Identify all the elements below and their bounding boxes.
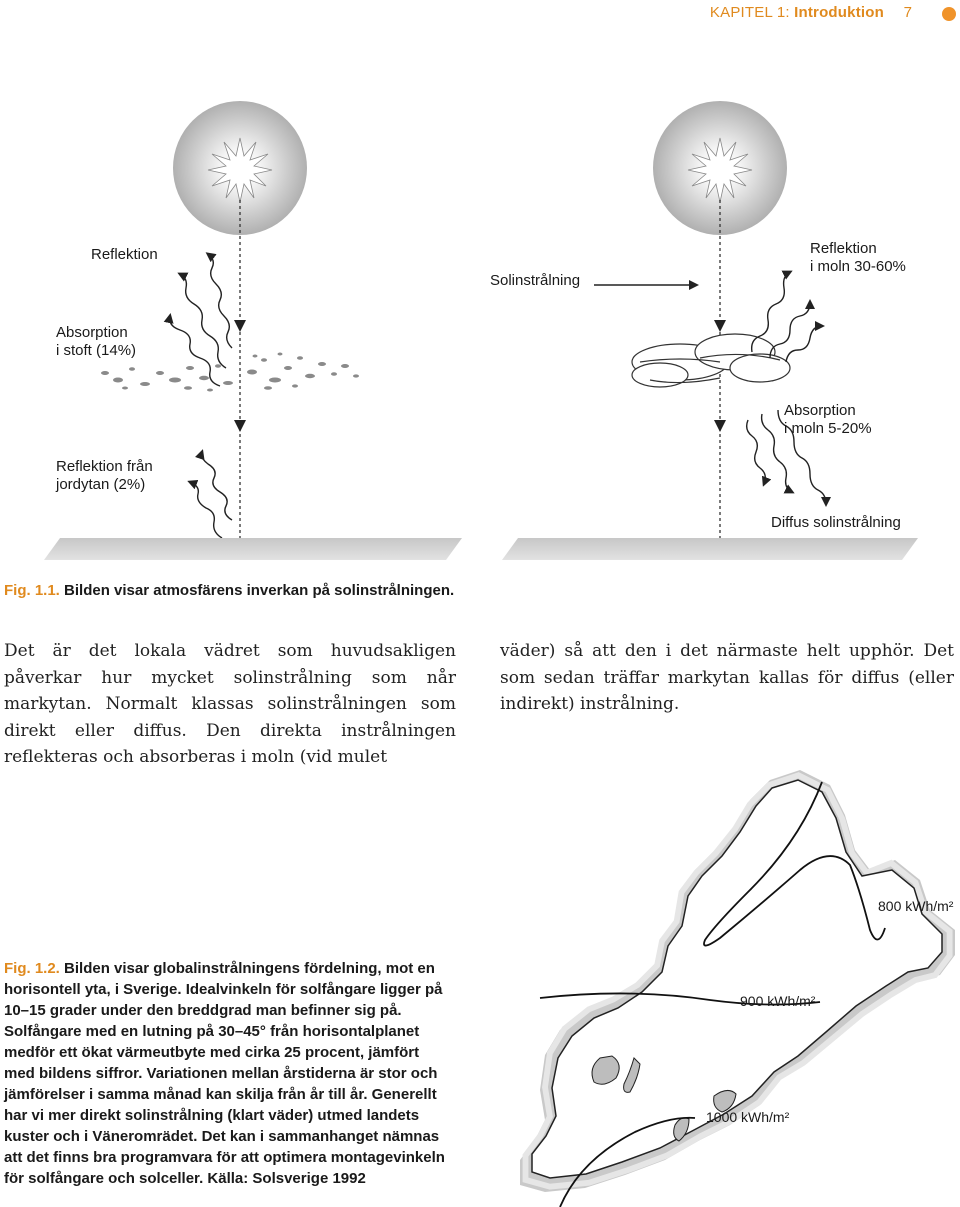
chapter-title: Introduktion <box>794 4 884 21</box>
figure-1-illustration <box>0 90 960 570</box>
figure-1-caption-text: Bilden visar atmosfärens inverkan på solinstrålningen. <box>64 582 455 599</box>
chapter-prefix: KAPITEL 1: <box>709 4 790 21</box>
map-label-800: 800 kWh/m² <box>878 898 954 914</box>
ground-left <box>44 538 462 560</box>
figure-2-caption-number: Fig. 1.2. <box>4 960 60 977</box>
label-reflektion: Reflektion <box>91 246 158 263</box>
map-label-1000: 1000 kWh/m² <box>706 1109 790 1125</box>
label-absorption-stoft: Absorption i stoft (14%) <box>56 324 137 359</box>
label-reflektion-jordytan: Reflektion från jordytan (2%) <box>56 458 153 493</box>
figure-1-caption-number: Fig. 1.1. <box>4 582 60 599</box>
wavy-arrows-left <box>170 254 232 538</box>
sweden-map-outline <box>520 770 955 1192</box>
page-number: 7 <box>903 4 912 21</box>
body-text-column-1: Det är det lokala vädret som huvudsakligen påverkar hur mycket solinstrålning som når markytan. Normalt klassas solinstrålningen som direkt eller diffus. Den direkta instrålningen reflekteras och absorberas i moln (vid mulet <box>4 641 456 767</box>
cloud-icon <box>632 334 790 387</box>
chapter-dot-icon <box>942 7 956 21</box>
figure-1-caption <box>4 581 454 601</box>
sweden-radiation-map <box>500 740 960 1207</box>
body-text-column-2: väder) så att den i det närmaste helt upphör. Det som sedan träffar markytan kallas för diffus (eller indirekt) instrålning. <box>500 641 954 714</box>
ground-right <box>502 538 918 560</box>
map-label-900: 900 kWh/m² <box>740 993 816 1009</box>
label-absorption-moln: Absorption i moln 5-20% <box>784 402 872 437</box>
figure-2-caption-text: Bilden visar globalinstrålningens fördelning, mot en horisontell yta, i Sverige. Idealvinkeln för solfångare ligger på 10–15 grader under den breddgrad man befinner sig på. Solfångare med en lutning på 30–45° från horisontalplanet medför ett ökat värmeutbyte med cirka 25 procent, jämfört med bildens siffror. Variationen mellan årstiderna är stor och jämförelser i samma månad kan skilja från år till år. Generellt har vi mer direkt solinstrålning (klart väder) utmed landets kuster och i Väneromrädet. Det kan i sammanhanget nämnas att det finns bra programvara för att optimera montagevinkeln för solfångare och solceller. Källa: Solsverige 1992 <box>4 960 445 1187</box>
label-reflektion-moln: Reflektion i moln 30-60% <box>810 240 906 275</box>
chapter-heading <box>710 4 884 21</box>
figure-2-caption <box>4 958 454 1189</box>
dust-particles <box>101 353 359 392</box>
label-diffus: Diffus solinstrålning <box>771 514 901 531</box>
page-header <box>0 2 960 24</box>
wavy-arrows-right <box>747 272 826 504</box>
label-solinstralning: Solinstrålning <box>490 272 581 289</box>
